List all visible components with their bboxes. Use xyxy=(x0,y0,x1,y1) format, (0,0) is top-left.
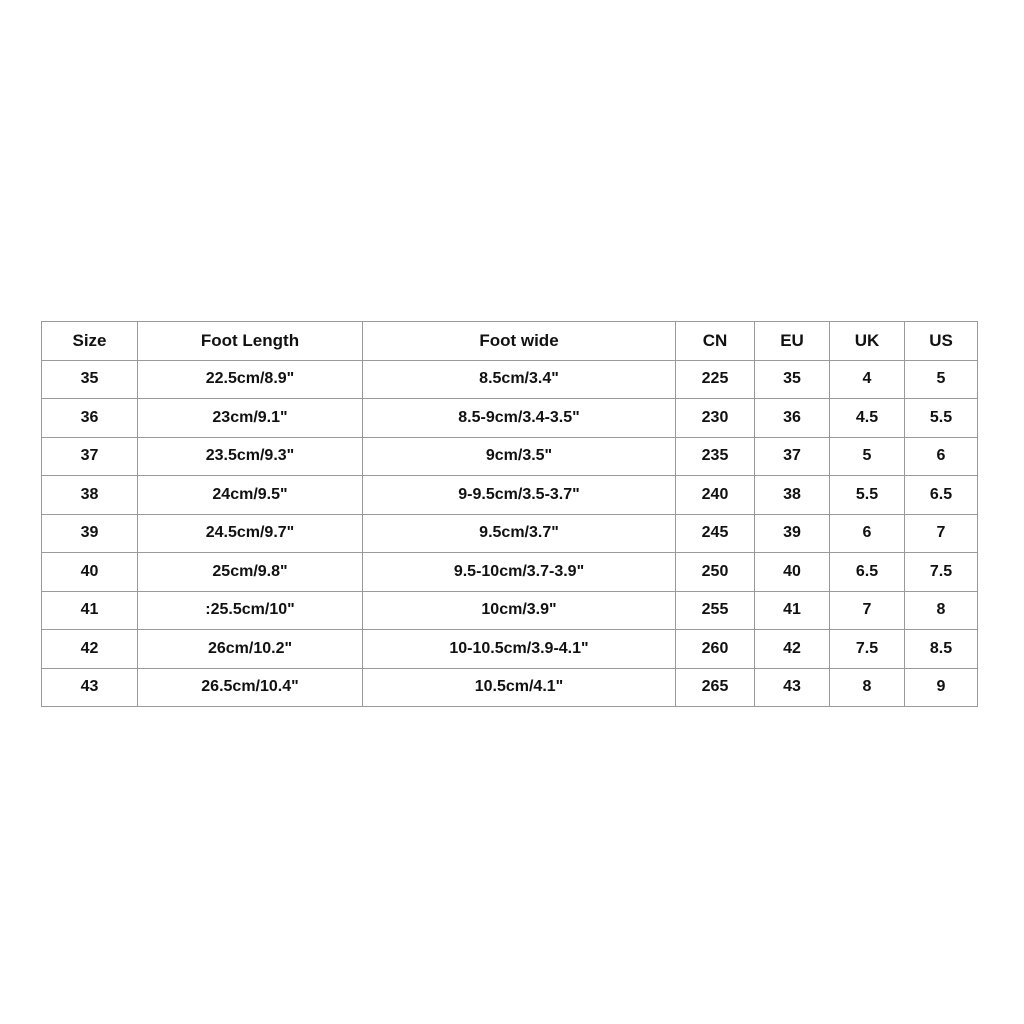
header-cn: CN xyxy=(676,322,755,361)
cell-foot-length: 26.5cm/10.4" xyxy=(138,668,363,707)
cell-foot-wide: 9cm/3.5" xyxy=(363,437,676,476)
cell-cn: 255 xyxy=(676,591,755,630)
size-chart-table xyxy=(41,321,978,707)
cell-uk: 5 xyxy=(830,437,905,476)
cell-uk: 6 xyxy=(830,514,905,553)
cell-eu: 42 xyxy=(755,630,830,669)
cell-foot-wide: 9.5-10cm/3.7-3.9" xyxy=(363,553,676,592)
cell-uk: 4.5 xyxy=(830,399,905,438)
table-row xyxy=(42,514,978,553)
cell-us: 8 xyxy=(905,591,978,630)
cell-size: 40 xyxy=(42,553,138,592)
table-row xyxy=(42,591,978,630)
table-row xyxy=(42,399,978,438)
cell-foot-length: 23cm/9.1" xyxy=(138,399,363,438)
cell-uk: 8 xyxy=(830,668,905,707)
header-uk: UK xyxy=(830,322,905,361)
cell-foot-wide: 10.5cm/4.1" xyxy=(363,668,676,707)
cell-foot-length: 24.5cm/9.7" xyxy=(138,514,363,553)
cell-cn: 225 xyxy=(676,360,755,399)
cell-cn: 230 xyxy=(676,399,755,438)
cell-cn: 235 xyxy=(676,437,755,476)
cell-foot-length: 23.5cm/9.3" xyxy=(138,437,363,476)
cell-cn: 260 xyxy=(676,630,755,669)
cell-us: 6 xyxy=(905,437,978,476)
cell-foot-wide: 8.5-9cm/3.4-3.5" xyxy=(363,399,676,438)
header-eu: EU xyxy=(755,322,830,361)
cell-eu: 41 xyxy=(755,591,830,630)
table-row xyxy=(42,630,978,669)
cell-cn: 250 xyxy=(676,553,755,592)
cell-foot-wide: 10-10.5cm/3.9-4.1" xyxy=(363,630,676,669)
cell-uk: 7.5 xyxy=(830,630,905,669)
cell-size: 43 xyxy=(42,668,138,707)
cell-foot-length: 24cm/9.5" xyxy=(138,476,363,515)
cell-cn: 265 xyxy=(676,668,755,707)
cell-us: 7 xyxy=(905,514,978,553)
cell-us: 7.5 xyxy=(905,553,978,592)
cell-us: 9 xyxy=(905,668,978,707)
cell-eu: 35 xyxy=(755,360,830,399)
table-row xyxy=(42,476,978,515)
cell-eu: 43 xyxy=(755,668,830,707)
cell-uk: 7 xyxy=(830,591,905,630)
cell-eu: 38 xyxy=(755,476,830,515)
cell-uk: 6.5 xyxy=(830,553,905,592)
cell-foot-wide: 9.5cm/3.7" xyxy=(363,514,676,553)
header-foot-wide: Foot wide xyxy=(363,322,676,361)
cell-eu: 40 xyxy=(755,553,830,592)
cell-us: 5 xyxy=(905,360,978,399)
table-row xyxy=(42,668,978,707)
cell-foot-wide: 8.5cm/3.4" xyxy=(363,360,676,399)
table-row xyxy=(42,360,978,399)
cell-eu: 36 xyxy=(755,399,830,438)
header-row xyxy=(42,322,978,361)
cell-foot-length: 22.5cm/8.9" xyxy=(138,360,363,399)
cell-uk: 4 xyxy=(830,360,905,399)
cell-size: 36 xyxy=(42,399,138,438)
header-us: US xyxy=(905,322,978,361)
table-row xyxy=(42,553,978,592)
cell-size: 41 xyxy=(42,591,138,630)
cell-us: 5.5 xyxy=(905,399,978,438)
cell-size: 39 xyxy=(42,514,138,553)
cell-size: 42 xyxy=(42,630,138,669)
cell-eu: 37 xyxy=(755,437,830,476)
cell-size: 35 xyxy=(42,360,138,399)
cell-eu: 39 xyxy=(755,514,830,553)
cell-us: 8.5 xyxy=(905,630,978,669)
cell-us: 6.5 xyxy=(905,476,978,515)
table-row xyxy=(42,437,978,476)
cell-cn: 245 xyxy=(676,514,755,553)
cell-size: 38 xyxy=(42,476,138,515)
cell-cn: 240 xyxy=(676,476,755,515)
cell-foot-length: 26cm/10.2" xyxy=(138,630,363,669)
header-foot-length: Foot Length xyxy=(138,322,363,361)
cell-foot-length: 25cm/9.8" xyxy=(138,553,363,592)
cell-foot-wide: 9-9.5cm/3.5-3.7" xyxy=(363,476,676,515)
cell-foot-wide: 10cm/3.9" xyxy=(363,591,676,630)
cell-uk: 5.5 xyxy=(830,476,905,515)
header-size: Size xyxy=(42,322,138,361)
cell-foot-length: :25.5cm/10" xyxy=(138,591,363,630)
cell-size: 37 xyxy=(42,437,138,476)
